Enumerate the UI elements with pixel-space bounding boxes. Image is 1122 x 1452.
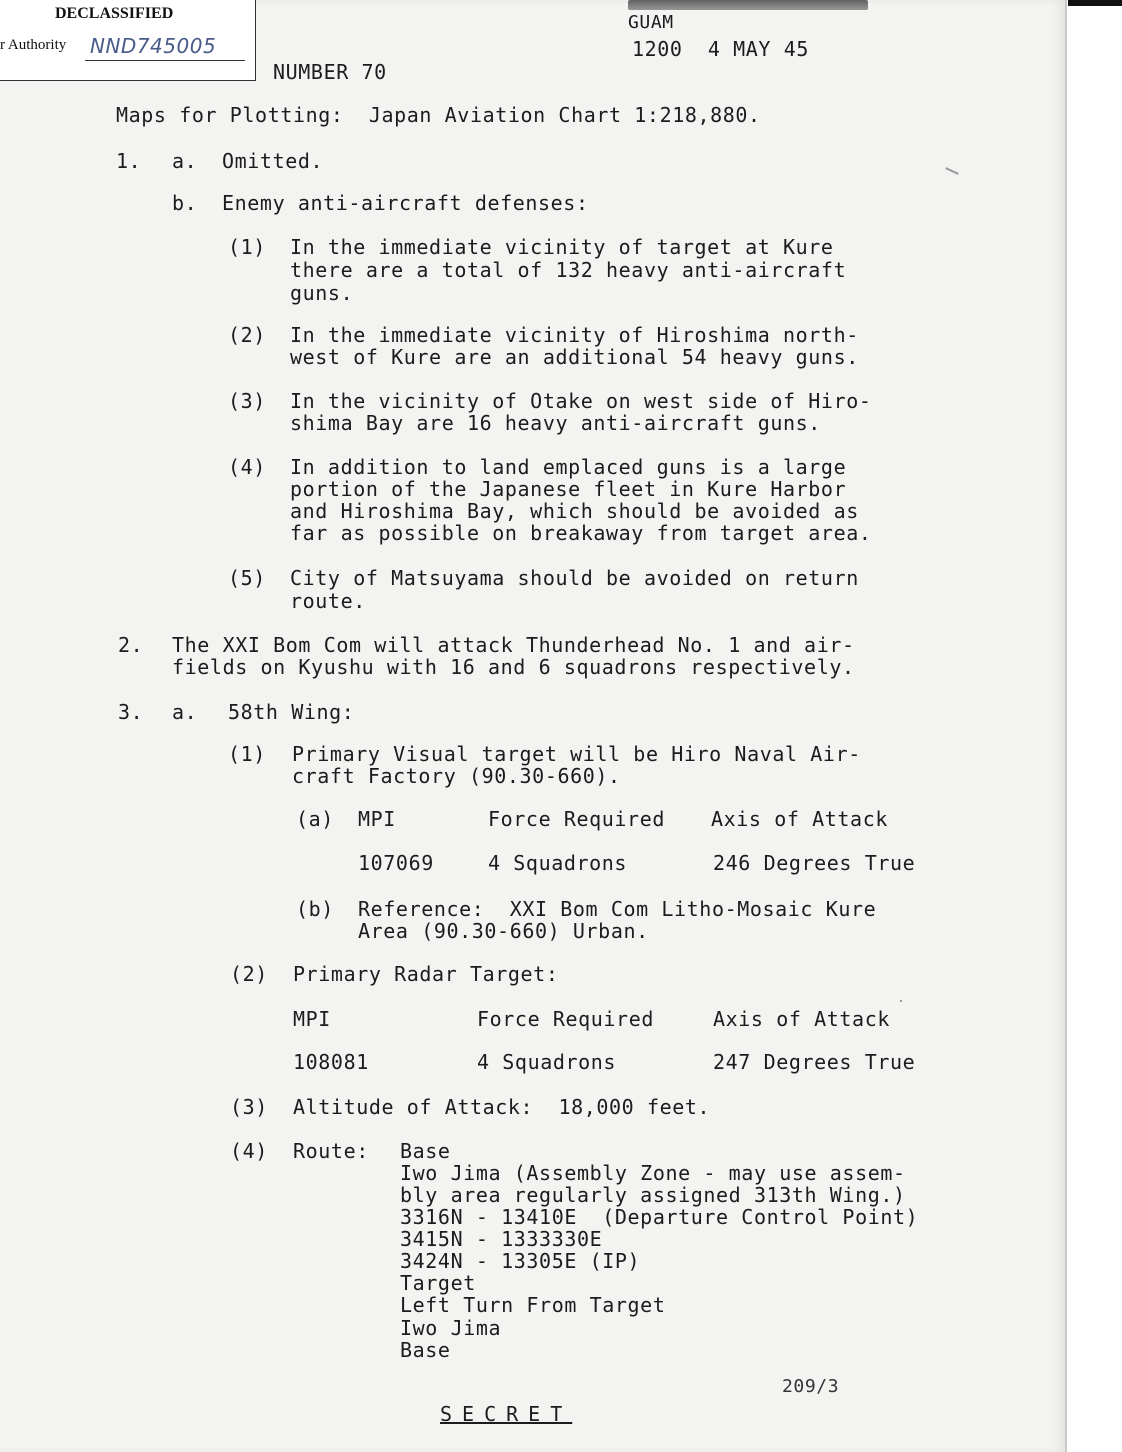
route-label: Route: xyxy=(293,1139,369,1163)
defense-item-1-line-2: there are a total of 132 heavy anti-aircraft xyxy=(290,258,847,282)
section-2-line-2: fields on Kyushu with 16 and 6 squadrons respectively. xyxy=(172,655,855,679)
radar-target-header-axis: Axis of Attack xyxy=(713,1007,890,1031)
section-2-line-1: The XXI Bom Com will attack Thunderhead No. 1 and air- xyxy=(172,633,855,657)
defense-item-4-line-4: far as possible on breakaway from target area. xyxy=(290,521,872,545)
route-line-8: Left Turn From Target xyxy=(400,1293,666,1317)
visual-target-header-axis: Axis of Attack xyxy=(711,807,888,831)
defense-item-3-line-1: In the vicinity of Otake on west side of Hiro- xyxy=(290,389,872,413)
wing-item-1-line-1: Primary Visual target will be Hiro Naval Air- xyxy=(292,742,861,766)
route-line-3: bly area regularly assigned 313th Wing.) xyxy=(400,1183,906,1207)
section-2-number: 2. xyxy=(118,633,144,657)
wing-item-2-number: (2) xyxy=(230,962,268,986)
visual-target-mpi-value: 107069 xyxy=(358,851,434,875)
header-location: GUAM xyxy=(628,12,674,33)
radar-target-title: Primary Radar Target: xyxy=(293,962,559,986)
background-strip xyxy=(1067,0,1122,1452)
radar-target-header-mpi: MPI xyxy=(293,1007,331,1031)
route-line-10: Base xyxy=(400,1338,451,1362)
section-3-number: 3. xyxy=(118,700,144,724)
header-obscured-text xyxy=(628,0,868,10)
defense-item-2-line-2: west of Kure are an additional 54 heavy guns. xyxy=(290,345,859,369)
visual-target-header-mpi: MPI xyxy=(358,807,396,831)
defense-item-2-line-1: In the immediate vicinity of Hiroshima north- xyxy=(290,323,859,347)
section-1-number: 1. xyxy=(116,149,142,173)
declassified-stamp xyxy=(0,0,256,81)
section-1b-text: Enemy anti-aircraft defenses: xyxy=(222,191,589,215)
route-line-2: Iwo Jima (Assembly Zone - may use assem- xyxy=(400,1161,906,1185)
stamp-authority-label: r Authority xyxy=(0,37,67,53)
visual-target-axis-value: 246 Degrees True xyxy=(713,851,916,875)
wing-item-1-line-2: craft Factory (90.30-660). xyxy=(292,764,621,788)
wing-item-3-number: (3) xyxy=(230,1095,268,1119)
visual-target-sub-a-label: (a) xyxy=(296,807,334,831)
section-1b-label: b. xyxy=(172,191,198,215)
defense-item-5-line-2: route. xyxy=(290,589,366,613)
scan-edge-bar xyxy=(1068,0,1122,6)
scan-dot xyxy=(900,1000,902,1002)
visual-target-reference-line-2: Area (90.30-660) Urban. xyxy=(358,919,649,943)
visual-target-sub-b-label: (b) xyxy=(296,897,334,921)
route-line-5: 3415N - 1333330E xyxy=(400,1227,603,1251)
order-number: NUMBER 70 xyxy=(273,60,387,84)
route-line-9: Iwo Jima xyxy=(400,1316,502,1340)
section-3a-label: a. xyxy=(172,700,198,724)
stamp-title: DECLASSIFIED xyxy=(55,5,174,22)
route-line-6: 3424N - 13305E (IP) xyxy=(400,1249,641,1273)
header-datetime: 1200 4 MAY 45 xyxy=(632,37,809,61)
defense-item-4-line-2: portion of the Japanese fleet in Kure Harbor xyxy=(290,477,847,501)
defense-item-2-number: (2) xyxy=(228,323,266,347)
defense-item-4-line-1: In addition to land emplaced guns is a large xyxy=(290,455,847,479)
visual-target-header-force: Force Required xyxy=(488,807,665,831)
radar-target-mpi-value: 108081 xyxy=(293,1050,369,1074)
defense-item-5-number: (5) xyxy=(228,566,266,590)
route-line-7: Target xyxy=(400,1271,476,1295)
altitude-of-attack: Altitude of Attack: 18,000 feet. xyxy=(293,1095,711,1119)
defense-item-4-number: (4) xyxy=(228,455,266,479)
section-1a-label: a. xyxy=(172,149,198,173)
classification-marking: SECRET xyxy=(440,1402,573,1426)
section-1a-text: Omitted. xyxy=(222,149,324,173)
defense-item-3-line-2: shima Bay are 16 heavy anti-aircraft guns. xyxy=(290,411,821,435)
defense-item-1-number: (1) xyxy=(228,235,266,259)
defense-item-4-line-3: and Hiroshima Bay, which should be avoided as xyxy=(290,499,859,523)
defense-item-3-number: (3) xyxy=(228,389,266,413)
section-3a-text: 58th Wing: xyxy=(228,700,355,724)
radar-target-axis-value: 247 Degrees True xyxy=(713,1050,916,1074)
stamp-signature-line xyxy=(85,60,245,61)
radar-target-force-value: 4 Squadrons xyxy=(477,1050,617,1074)
defense-item-5-line-1: City of Matsuyama should be avoided on return xyxy=(290,566,859,590)
defense-item-1-line-1: In the immediate vicinity of target at Kure xyxy=(290,235,834,259)
visual-target-force-value: 4 Squadrons xyxy=(488,851,628,875)
route-line-1: Base xyxy=(400,1139,451,1163)
stamp-authority-signature: NND745005 xyxy=(90,34,217,58)
wing-item-4-number: (4) xyxy=(230,1139,268,1163)
radar-target-header-force: Force Required xyxy=(477,1007,654,1031)
visual-target-reference-line-1: Reference: XXI Bom Com Litho-Mosaic Kure xyxy=(358,897,877,921)
route-line-4: 3316N - 13410E (Departure Control Point) xyxy=(400,1205,919,1229)
wing-item-1-number: (1) xyxy=(228,742,266,766)
maps-for-plotting: Maps for Plotting: Japan Aviation Chart 1:218,880. xyxy=(116,103,761,127)
page-number: 209/3 xyxy=(782,1376,840,1397)
defense-item-1-line-3: guns. xyxy=(290,281,354,305)
